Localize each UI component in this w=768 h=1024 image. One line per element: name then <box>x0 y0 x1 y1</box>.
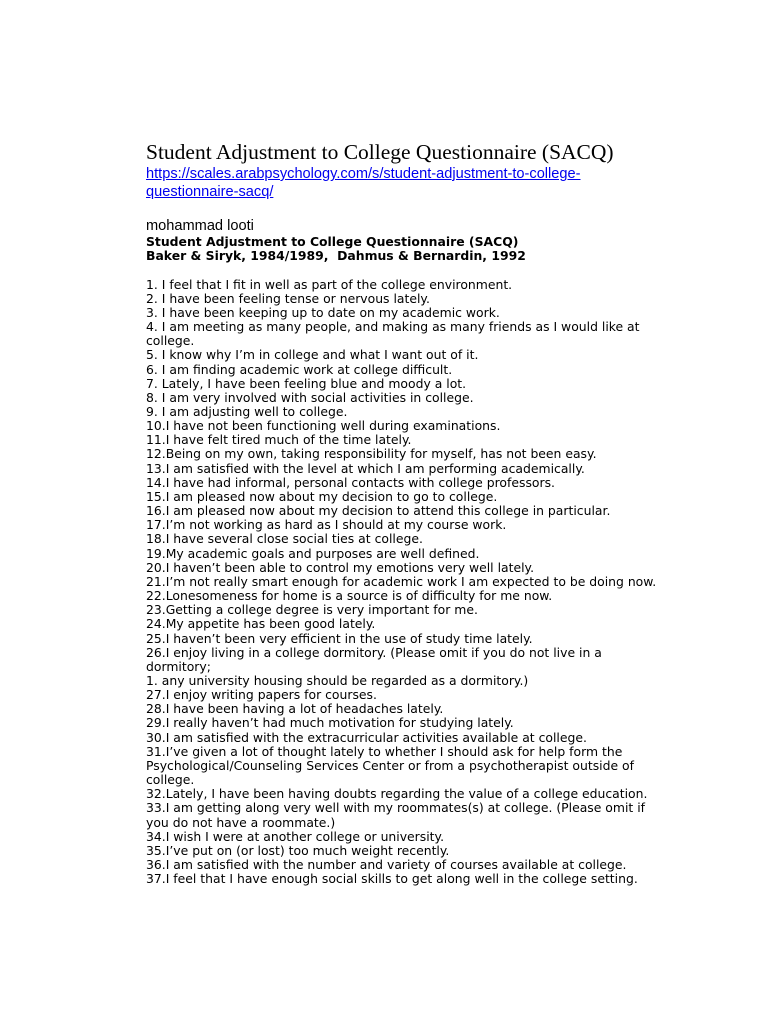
question-item: 19.My academic goals and purposes are well defined. <box>146 545 480 561</box>
question-item: 5. I know why I’m in college and what I want out of it. <box>146 347 479 363</box>
source-link[interactable]: https://scales.arabpsychology.com/s/student-adjustment-to-college-questionnaire-sacq/ <box>146 166 581 200</box>
question-item: 33.I am getting along very well with my roommates(s) at college. (Please omit if you do not have a roommate.) <box>146 800 645 830</box>
question-item: 14.I have had informal, personal contacts with college professors. <box>146 474 555 490</box>
question-item: 1. I feel that I fit in well as part of the college environment. <box>146 276 513 292</box>
question-item: 17.I’m not working as hard as I should at my course work. <box>146 517 507 533</box>
question-item: 35.I’ve put on (or lost) too much weight recently. <box>146 842 450 858</box>
question-item: 28.I have been having a lot of headaches lately. <box>146 701 444 717</box>
question-list <box>146 278 662 887</box>
question-item: 11.I have felt tired much of the time lately. <box>146 432 412 448</box>
question-item: 4. I am meeting as many people, and making as many friends as I would like at college. <box>146 319 640 349</box>
document-page <box>146 139 662 886</box>
question-item: 9. I am adjusting well to college. <box>146 404 348 419</box>
question-item: 36.I am satisfied with the number and variety of courses available at college. <box>146 857 627 872</box>
question-item: 37.I feel that I have enough social skills to get along well in the college setting. <box>146 871 638 887</box>
question-item: 24.My appetite has been good lately. <box>146 616 376 632</box>
question-item: 30.I am satisfied with the extracurricular activities available at college. <box>146 729 587 745</box>
question-item: 16.I am pleased now about my decision to attend this college in particular. <box>146 503 611 519</box>
question-item: 27.I enjoy writing papers for courses. <box>146 687 377 703</box>
question-item: 21.I’m not really smart enough for academic work I am expected to be doing now. <box>146 573 657 589</box>
question-item: 13.I am satisfied with the level at which I am performing academically. <box>146 460 585 476</box>
question-item: 6. I am finding academic work at college difficult. <box>146 361 453 377</box>
question-item: 32.Lately, I have been having doubts regarding the value of a college education. <box>146 786 648 802</box>
author-name: mohammad looti <box>146 218 254 234</box>
question-item: 1. any university housing should be regarded as a dormitory.) <box>146 672 529 688</box>
question-item: 2. I have been feeling tense or nervous lately. <box>146 290 430 306</box>
question-item: 25.I haven’t been very efficient in the use of study time lately. <box>146 630 533 646</box>
question-item: 31.I’ve given a lot of thought lately to whether I should ask for help form the Psychological/Counseling Services Center or from a psychotherapist outside of college. <box>146 743 634 788</box>
question-item: 18.I have several close social ties at college. <box>146 531 423 547</box>
question-item: 26.I enjoy living in a college dormitory. (Please omit if you do not live in a dormitory; <box>146 644 602 674</box>
question-item: 7. Lately, I have been feeling blue and moody a lot. <box>146 375 467 391</box>
question-item: 12.Being on my own, taking responsibility for myself, has not been easy. <box>146 446 597 462</box>
question-item: 8. I am very involved with social activities in college. <box>146 389 474 405</box>
question-item: 20.I haven’t been able to control my emotions very well lately. <box>146 559 535 575</box>
question-item: 29.I really haven’t had much motivation for studying lately. <box>146 715 514 731</box>
question-item: 3. I have been keeping up to date on my academic work. <box>146 304 500 320</box>
questionnaire-subtitle: Student Adjustment to College Questionnaire (SACQ) <box>146 234 519 249</box>
question-item: 22.Lonesomeness for home is a source is of difficulty for me now. <box>146 588 553 604</box>
citation-line: Baker & Siryk, 1984/1989, Dahmus & Bernardin, 1992 <box>146 248 526 264</box>
question-item: 34.I wish I were at another college or university. <box>146 828 445 844</box>
question-item: 23.Getting a college degree is very important for me. <box>146 602 478 618</box>
question-item: 15.I am pleased now about my decision to go to college. <box>146 488 498 504</box>
question-item: 10.I have not been functioning well during examinations. <box>146 418 501 434</box>
document-title: Student Adjustment to College Questionnaire (SACQ) <box>146 140 614 164</box>
